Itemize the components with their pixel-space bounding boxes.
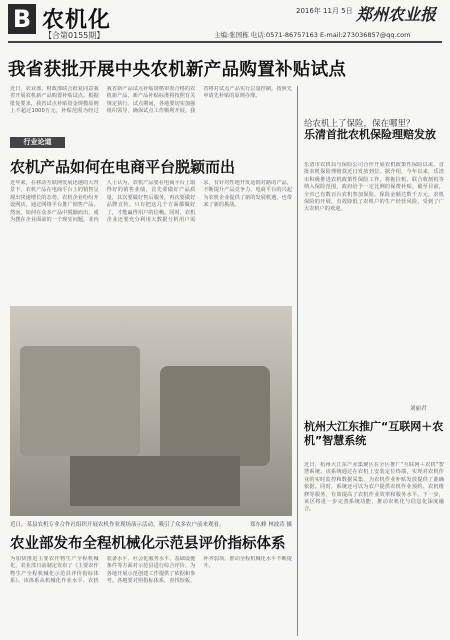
contact-line: 主编:张国栋 电话:0571-86757163 E-mail:273036857@qq.com (214, 31, 411, 39)
lead-article-body: 近日，农业部、财政部联合批复同意我省开展农机新产品购置补贴试点。根据批复要求，我省试点补贴资金规模原则上不超过1000万元，补贴范围为经过我省新产品试点补贴资格审查合格的农机新产品，新产品补贴标准将按照有关规定执行。试点期间，各地要切实加强组织领导，确保试点工作顺利开展。我省将对试点产品实行总量控制，按照先申请先补贴的原则办理。 (10, 86, 292, 115)
right-body-insurance: 乐清市农机局与保险公司合作开展农机政策性保险以来，首批农机保险理赔款近日发放到位。据介绍，今年以来，乐清市积极推进农机政策性保险工作，将拖拉机、联合收割机等纳入保险范围，政府给予一定比例的保费补贴。截至目前，全市已有数百台农机参加保险，保险金额达数千万元。农机保险的开展，有效降低了农机户的生产经营风险，受到了广大农机户的欢迎。 (304, 162, 444, 213)
masthead (0, 0, 450, 44)
article-title-ecommerce: 农机产品如何在电商平台脱颖而出 (10, 158, 236, 176)
newspaper-brand: 郑州农业报 (356, 5, 437, 24)
right-headline-smart-system: 杭州大江东推广“互联网＋农机”智慧系统 (304, 420, 444, 447)
right-body-smart-system: 近日，杭州大江东产业集聚区在全区推广“互联网＋农机”智慧系统。该系统通过在农机上安装定位终端，实现对农机作业的实时监控和数据采集，为农机作业补贴发放提供了准确依据。同时，系统还可以为农户提供农机作业预约、农机维修等服务，有效提高了农机作业效率和服务水平。下一步，该区将进一步完善系统功能，推动农机化与信息化深度融合。 (304, 462, 444, 513)
section-letter: B (8, 4, 36, 34)
right-author: 刘丽君 (410, 406, 427, 412)
news-photo (10, 306, 292, 516)
article-title-mechanization: 农业部发布全程机械化示范县评价指标体系 (10, 536, 286, 552)
caption-text: 近日，某县农机专业合作社组织开展农机作业现场演示活动，吸引了众多农户前来观看。 (10, 522, 225, 528)
article-body-ecommerce: 近年来，在移动互联网发展迅速的大背景下，农机产品在电商平台上的销售呈现出快速增长的态势。农机企业纷纷开设网店，通过网络平台推广销售产品。然而，如何在众多产品中脱颖而出，成为摆在企业面前的一个现实问题。业内人士认为，农机产品要在电商平台上取得好的销售业绩，首先要做好产品质量，其次要做好售后服务，再次要做好品牌宣传。只有把这几个方面都做好了，才能赢得用户的信赖。同时，农机企业还要充分利用大数据分析用户需求，有针对性地开发适销对路的产品，不断提升产品竞争力。电商平台的兴起为农机企业提供了新的发展机遇，也带来了新的挑战。 (10, 180, 292, 224)
photo-shape (70, 456, 240, 506)
photo-credit: 郑东峰 林波涛 摄 (250, 522, 292, 528)
column-tag: 行业论道 (10, 137, 65, 148)
photo-shape (160, 366, 270, 466)
main-headline: 我省获批开展中央农机新产品购置补贴试点 (8, 60, 347, 80)
masthead-rule (8, 41, 442, 43)
section-code: 【合第0155期】 (44, 31, 105, 40)
article-body-mechanization: 为加快推进主要农作物生产全程机械化，农业部日前制定发布了《主要农作物生产全程机械化示范县评价指标体系》。该体系从机械化作业水平、农机装备水平、社会化服务水平、基础设施条件等方面对示范县进行综合评价，为各地开展示范创建工作提供了依据和参考。各地要对照指标体系，查找短板，补齐弱项，推动全程机械化水平不断提升。 (10, 556, 292, 585)
publication-date: 2016年 11月 5日 (296, 7, 353, 15)
column-divider (297, 86, 298, 636)
right-headline-insurance: 乐清首批农机保险理赔发放 (304, 128, 436, 141)
photo-caption (10, 520, 292, 528)
right-kicker: 给农机上了保险，保在哪里？ (304, 119, 415, 129)
section-title: 农机化 (42, 7, 112, 33)
photo-shape (20, 346, 140, 456)
